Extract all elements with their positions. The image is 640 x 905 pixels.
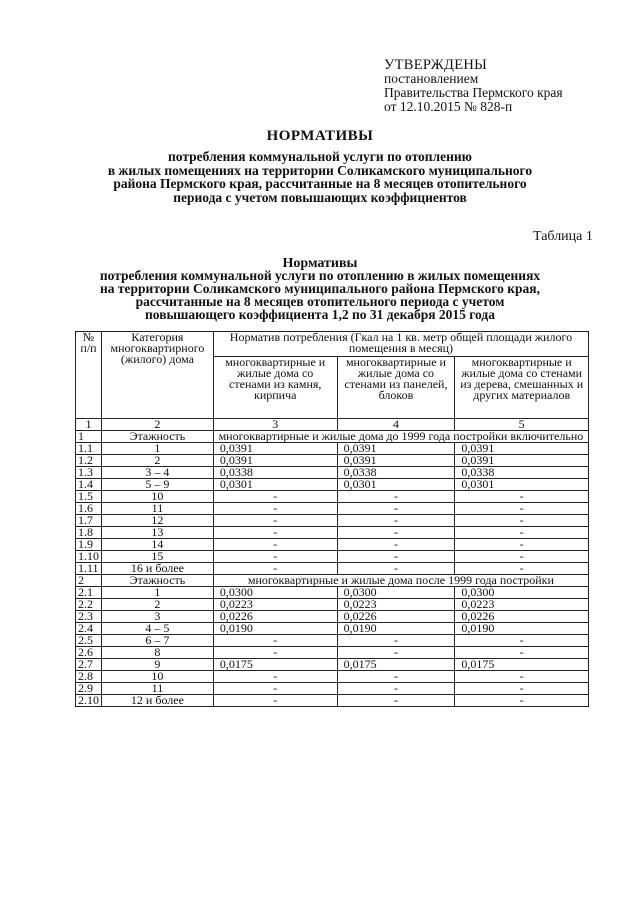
row-category: 2: [102, 455, 214, 467]
row-value-stone: -: [213, 527, 337, 539]
row-value-stone: -: [213, 503, 337, 515]
section-label: Этажность: [102, 575, 214, 587]
row-num: 2.3: [76, 611, 102, 623]
row-num: 2.1: [76, 587, 102, 599]
header-category: Категория многоквартирного (жилого) дома: [102, 332, 214, 419]
subtitle-line: района Пермского края, рассчитанные на 8 месяцев отопительного: [113, 176, 527, 191]
row-category: 11: [102, 503, 214, 515]
table-subtitle: [70, 269, 570, 321]
section-row: [76, 575, 589, 587]
row-value-panel: -: [337, 527, 455, 539]
row-value-panel: -: [337, 551, 455, 563]
colnum: 4: [337, 419, 455, 431]
table-label: Таблица 1: [533, 229, 593, 244]
row-value-wood: -: [455, 671, 589, 683]
row-value-wood: 0,0391: [455, 455, 589, 467]
row-num: 1.11: [76, 563, 102, 575]
row-value-panel: -: [337, 683, 455, 695]
approval-line: от 12.10.2015 № 828-п: [384, 99, 513, 114]
row-value-stone: -: [213, 671, 337, 683]
row-value-stone: -: [213, 539, 337, 551]
row-num: 1.1: [76, 443, 102, 455]
row-value-stone: 0,0338: [213, 467, 337, 479]
table-row: [76, 443, 589, 455]
row-value-wood: -: [455, 539, 589, 551]
table-row: [76, 695, 589, 707]
row-value-wood: -: [455, 647, 589, 659]
row-num: 1.6: [76, 503, 102, 515]
row-value-wood: -: [455, 515, 589, 527]
colnum: 3: [213, 419, 337, 431]
row-category: 14: [102, 539, 214, 551]
row-category: 12: [102, 515, 214, 527]
row-category: 16 и более: [102, 563, 214, 575]
row-value-panel: 0,0338: [337, 467, 455, 479]
row-value-stone: -: [213, 635, 337, 647]
row-value-stone: -: [213, 563, 337, 575]
row-value-stone: -: [213, 683, 337, 695]
row-category: 4 – 5: [102, 623, 214, 635]
row-value-panel: 0,0226: [337, 611, 455, 623]
table-subtitle-line: потребления коммунальной услуги по отоплению в жилых помещениях: [99, 268, 541, 283]
table-subtitle-line: повышающего коэффициента 1,2 по 31 декабря 2015 года: [145, 307, 495, 322]
row-value-panel: -: [337, 491, 455, 503]
section-text: многоквартирные и жилые дома после 1999 года постройки: [213, 575, 588, 587]
row-value-stone: -: [213, 695, 337, 707]
row-category: 3: [102, 611, 214, 623]
row-num: 2.6: [76, 647, 102, 659]
row-num: 1.4: [76, 479, 102, 491]
row-value-wood: 0,0190: [455, 623, 589, 635]
approval-line: Правительства Пермского края: [384, 85, 563, 100]
colnum: 2: [102, 419, 214, 431]
document-title: НОРМАТИВЫ: [266, 128, 374, 144]
approval-block: [384, 58, 563, 114]
subtitle-line: периода с учетом повышающих коэффициентов: [173, 189, 467, 205]
row-value-stone: 0,0223: [213, 599, 337, 611]
row-value-panel: 0,0391: [337, 443, 455, 455]
approval-line: постановлением: [384, 71, 479, 86]
row-num: 2.10: [76, 695, 102, 707]
row-category: 9: [102, 659, 214, 671]
row-value-panel: 0,0391: [337, 455, 455, 467]
row-num: 1.3: [76, 467, 102, 479]
row-num: 1.5: [76, 491, 102, 503]
row-value-stone: -: [213, 647, 337, 659]
section-num: 1: [76, 431, 102, 443]
subtitle-line: в жилых помещениях на территории Соликамского муниципального: [107, 162, 533, 178]
row-value-wood: -: [455, 563, 589, 575]
row-num: 1.7: [76, 515, 102, 527]
section-row: [76, 431, 589, 443]
row-value-wood: -: [455, 635, 589, 647]
row-category: 15: [102, 551, 214, 563]
row-value-stone: -: [213, 515, 337, 527]
row-category: 12 и более: [102, 695, 214, 707]
row-value-wood: -: [455, 551, 589, 563]
row-num: 1.10: [76, 551, 102, 563]
row-value-wood: -: [455, 695, 589, 707]
row-value-panel: -: [337, 503, 455, 515]
table-title: Нормативы: [282, 256, 358, 271]
row-value-wood: -: [455, 683, 589, 695]
row-value-panel: -: [337, 515, 455, 527]
header-norm: Норматив потребления (Гкал на 1 кв. метр общей площади жилого помещения в месяц): [213, 332, 588, 357]
row-category: 2: [102, 599, 214, 611]
row-value-stone: 0,0190: [213, 623, 337, 635]
norms-table: [75, 331, 589, 707]
row-value-panel: -: [337, 695, 455, 707]
header-col3: многоквартирные и жилые дома со стенами из камня, кирпича: [213, 357, 337, 419]
row-category: 1: [102, 587, 214, 599]
row-value-wood: 0,0338: [455, 467, 589, 479]
row-num: 1.8: [76, 527, 102, 539]
row-value-wood: -: [455, 527, 589, 539]
row-value-panel: 0,0175: [337, 659, 455, 671]
row-category: 13: [102, 527, 214, 539]
row-category: 6 – 7: [102, 635, 214, 647]
row-value-panel: -: [337, 563, 455, 575]
row-num: 2.4: [76, 623, 102, 635]
row-value-stone: 0,0391: [213, 443, 337, 455]
table-header-row: [76, 332, 589, 357]
row-value-wood: 0,0300: [455, 587, 589, 599]
row-category: 5 – 9: [102, 479, 214, 491]
table-subtitle-line: на территории Соликамского муниципального района Пермского края,: [100, 281, 540, 296]
row-num: 2.5: [76, 635, 102, 647]
row-value-panel: -: [337, 671, 455, 683]
row-value-wood: -: [455, 491, 589, 503]
row-category: 3 – 4: [102, 467, 214, 479]
row-value-panel: 0,0190: [337, 623, 455, 635]
section-text: многоквартирные и жилые дома до 1999 года постройки включительно: [213, 431, 588, 443]
row-value-stone: -: [213, 491, 337, 503]
row-category: 1: [102, 443, 214, 455]
row-category: 10: [102, 491, 214, 503]
row-value-panel: -: [337, 647, 455, 659]
table-row: [76, 599, 589, 611]
row-value-wood: 0,0223: [455, 599, 589, 611]
row-value-stone: 0,0300: [213, 587, 337, 599]
row-num: 1.2: [76, 455, 102, 467]
table-subtitle-line: рассчитанные на 8 месяцев отопительного периода с учетом: [135, 294, 505, 309]
section-num: 2: [76, 575, 102, 587]
row-num: 2.8: [76, 671, 102, 683]
row-value-panel: -: [337, 539, 455, 551]
section-label: Этажность: [102, 431, 214, 443]
header-num: № п/п: [76, 332, 102, 419]
row-num: 2.2: [76, 599, 102, 611]
colnum: 5: [455, 419, 589, 431]
approval-heading: УТВЕРЖДЕНЫ: [384, 57, 488, 73]
row-value-wood: -: [455, 503, 589, 515]
header-col5: многоквартирные и жилые дома со стенами из дерева, смешанных и других материалов: [455, 357, 589, 419]
row-value-stone: 0,0301: [213, 479, 337, 491]
subtitle-line: потребления коммунальной услуги по отоплению: [168, 149, 472, 164]
row-value-wood: 0,0301: [455, 479, 589, 491]
row-value-panel: -: [337, 635, 455, 647]
row-value-wood: 0,0226: [455, 611, 589, 623]
row-value-wood: 0,0175: [455, 659, 589, 671]
row-num: 1.9: [76, 539, 102, 551]
row-value-stone: 0,0175: [213, 659, 337, 671]
document-subtitle: [70, 150, 570, 204]
row-value-stone: -: [213, 551, 337, 563]
header-col4: многоквартирные и жилые дома со стенами из панелей, блоков: [337, 357, 455, 419]
row-num: 2.9: [76, 683, 102, 695]
table-row: [76, 647, 589, 659]
row-category: 10: [102, 671, 214, 683]
colnum: 1: [76, 419, 102, 431]
row-category: 8: [102, 647, 214, 659]
row-value-panel: 0,0301: [337, 479, 455, 491]
row-category: 11: [102, 683, 214, 695]
row-value-panel: 0,0300: [337, 587, 455, 599]
row-value-stone: 0,0226: [213, 611, 337, 623]
row-num: 2.7: [76, 659, 102, 671]
table-row: [76, 587, 589, 599]
row-value-stone: 0,0391: [213, 455, 337, 467]
row-value-wood: 0,0391: [455, 443, 589, 455]
row-value-panel: 0,0223: [337, 599, 455, 611]
table-row: [76, 635, 589, 647]
